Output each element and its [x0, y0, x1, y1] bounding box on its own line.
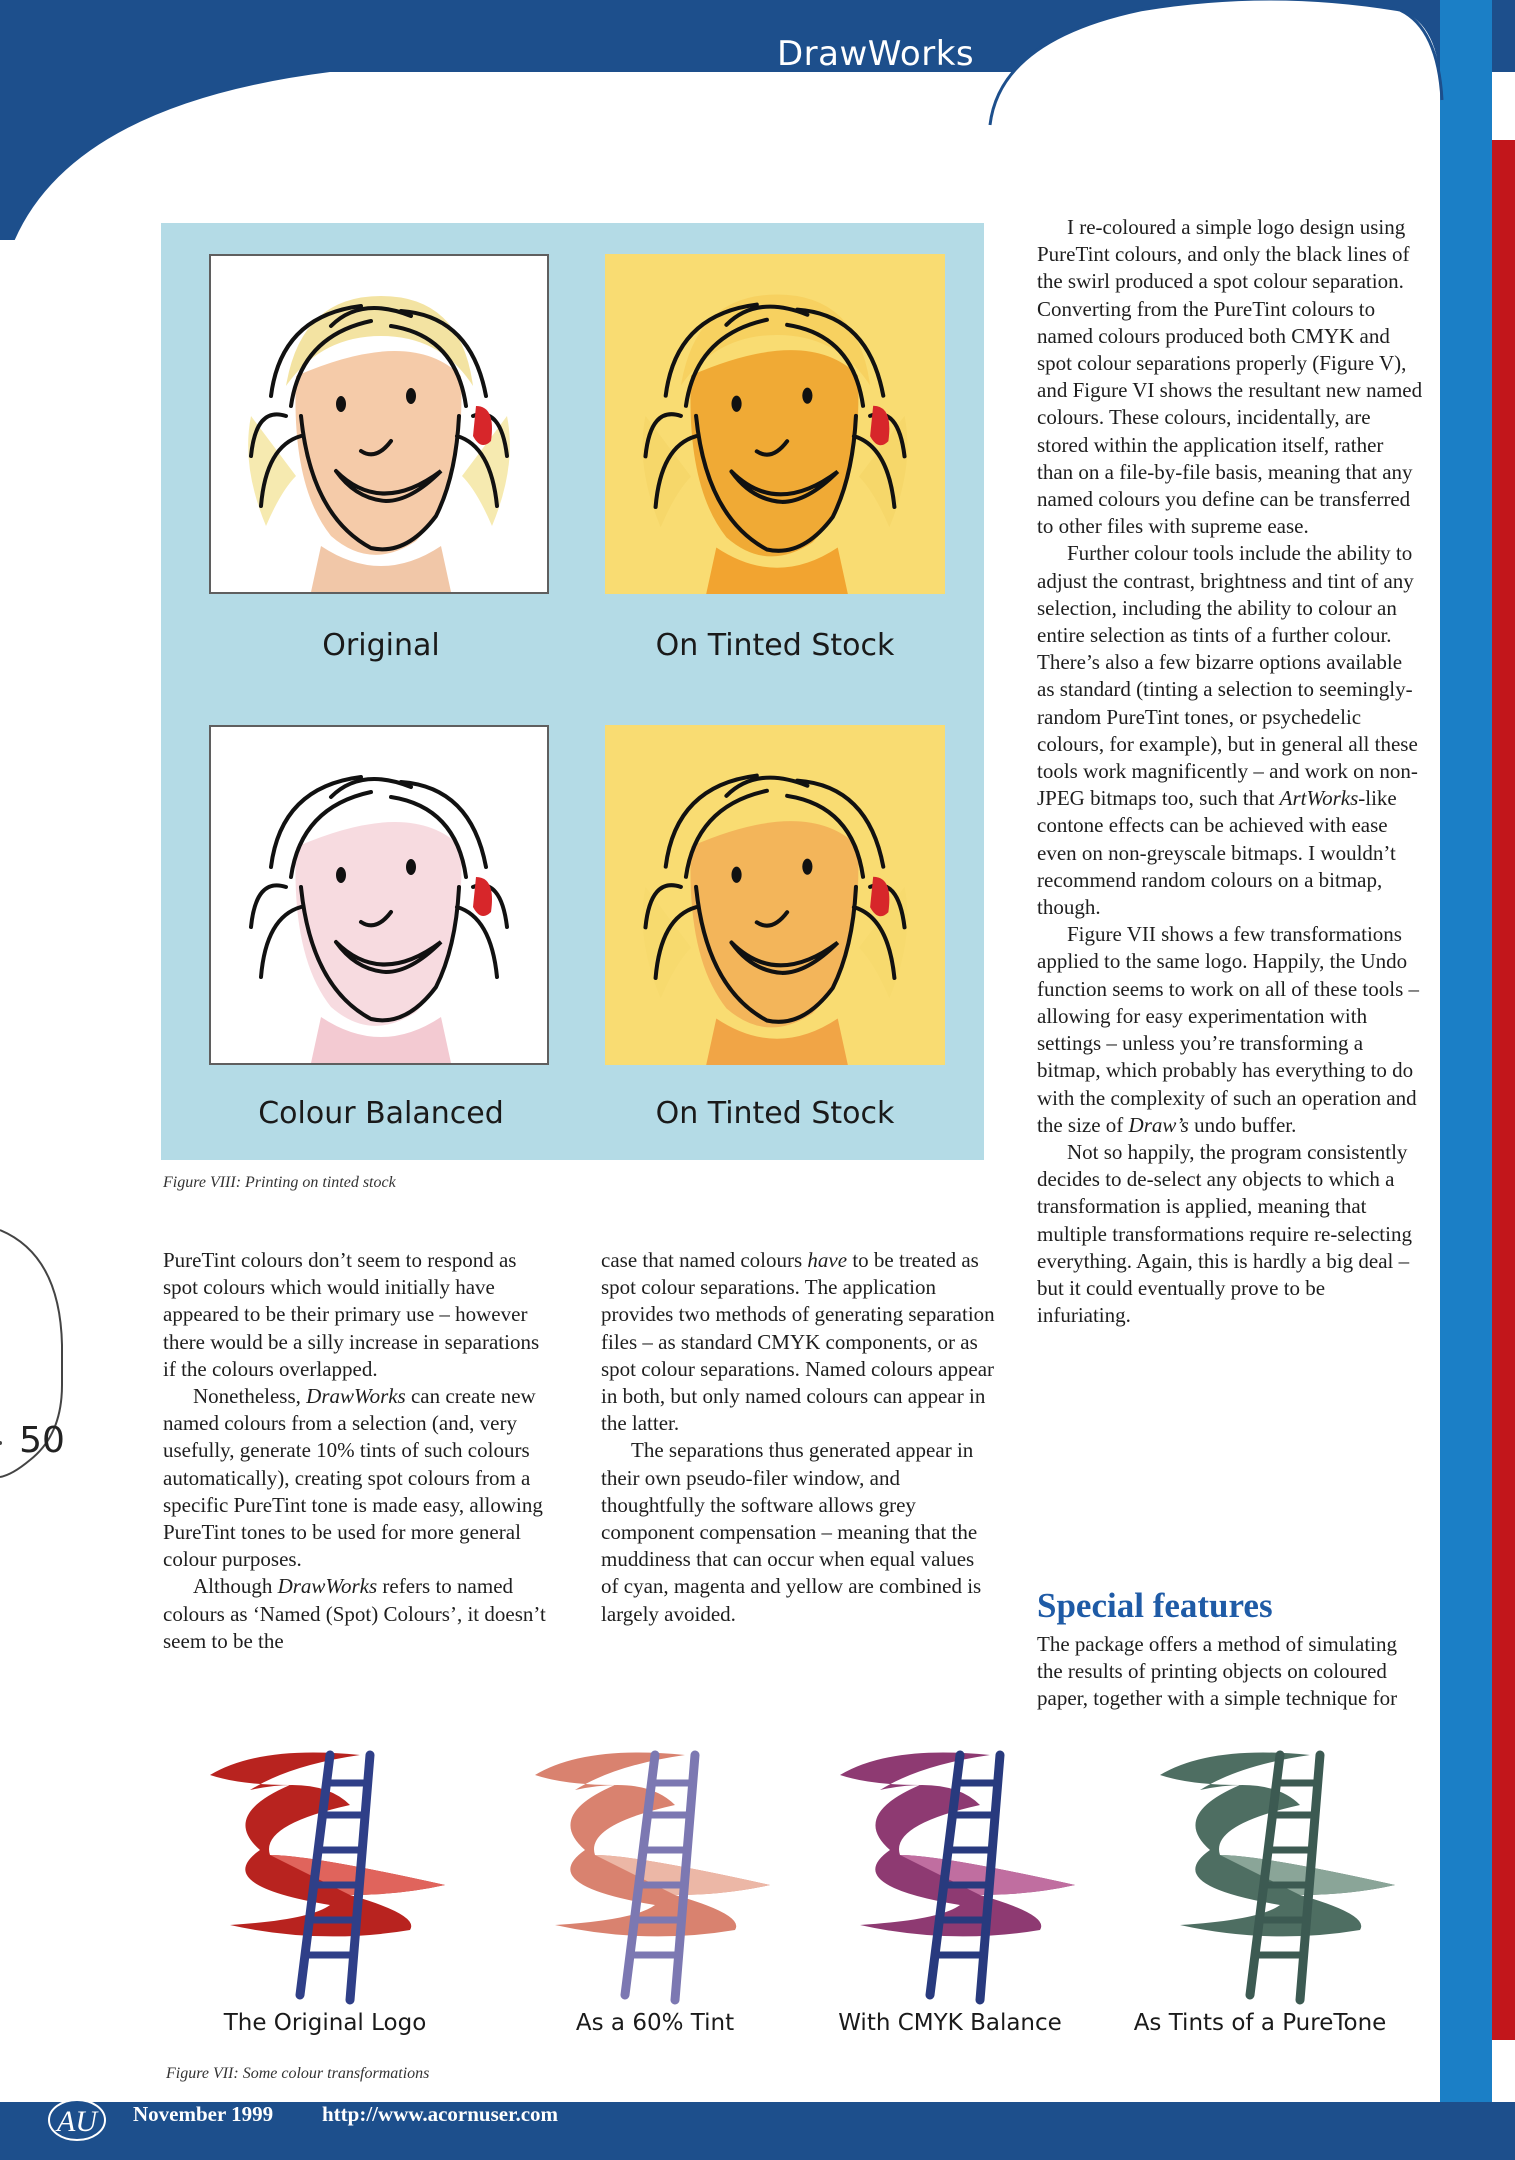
panel-label-colour-balanced: Colour Balanced	[258, 1096, 504, 1131]
header-tab-curve	[0, 0, 1515, 240]
page-number: 50	[19, 1420, 65, 1461]
logo-original	[200, 1745, 450, 2015]
figure-viii-panel	[161, 223, 984, 1160]
paragraph: I re-coloured a simple logo design using PureTint colours, and only the black lines of the swirl produced a spot colour separation. Converting from the PureTint colours to named colours produced both CMYK and spot colour separations properly (Figure V), and Figure VI shows the resultant new named colours. These colours, incidentally, are stored within the application itself, rather than on a file-by-file basis, meaning that any named colours you define can be transferred to other files with supreme ease.	[1037, 215, 1423, 539]
paragraph: Nonetheless, DrawWorks can create new named colours from a selection (and, very usefully, generate 10% tints of such colours automatically), creating spot colours from a specific PureTint tone is made easy, allowing PureTint tones to be used for more general colour purposes.	[163, 1384, 543, 1572]
logo-cmyk-balance	[830, 1745, 1080, 2015]
article-column-2	[601, 1247, 996, 1628]
panel-label-tinted-stock-1: On Tinted Stock	[655, 628, 895, 663]
face-tinted-stock-2	[605, 725, 945, 1065]
logo-label-original: The Original Logo	[223, 2010, 427, 2036]
paragraph: The separations thus generated appear in their own pseudo-filer window, and thoughtfully the software allows grey component compensation – meaning that the muddiness that can occur when equal values of cyan, magenta and yellow are combined is largely avoided.	[601, 1438, 982, 1626]
section-heading-special-features: Special features	[1037, 1586, 1273, 1625]
logo-label-cmyk-balance: With CMYK Balance	[838, 2010, 1062, 2036]
acorn-user-logo	[46, 2094, 108, 2142]
article-column-3-continued	[1037, 1631, 1423, 1713]
paragraph: Although DrawWorks refers to named colours as ‘Named (Spot) Colours’, it doesn’t seem to be the	[163, 1574, 546, 1653]
paragraph: Figure VII shows a few transformations applied to the same logo. Happily, the Undo function seems to work on all of these tools – allowing for easy experimentation with settings – unless you’re transforming a bitmap, which probably has everything to do with the complexity of such an operation and the size of Draw’s undo buffer.	[1037, 922, 1420, 1137]
section-title: DrawWorks	[777, 34, 975, 74]
logo-puretone-tints	[1150, 1745, 1400, 2015]
edge-strip-red	[1492, 140, 1515, 2040]
face-original	[209, 254, 549, 594]
figure-vii-caption: Figure VII: Some colour transformations	[166, 2065, 430, 2082]
paragraph: Not so happily, the program consistently decides to de-select any objects to which a transformation is applied, meaning that multiple transformations require re-selecting everything. Again, this is hardly a big deal – but it could eventually prove to be infuriating.	[1037, 1139, 1412, 1328]
panel-label-original: Original	[322, 628, 440, 663]
footer-url[interactable]: http://www.acornuser.com	[322, 2102, 559, 2126]
logo-60-tint	[525, 1745, 775, 2015]
paragraph: Further colour tools include the ability to adjust the contrast, brightness and tint of any selection, including the ability to colour an entire selection as tints of a further colour. There’s also a few bizarre options available as standard (tinting a selection to seemingly-random PureTint tones, or psychedelic colours, for example), but in general all these tools work magnificently – and work on non-JPEG bitmaps too, such that ArtWorks-like contone effects can be achieved with ease even on non-greyscale bitmaps. I wouldn’t recommend random colours on a bitmap, though.	[1037, 541, 1418, 920]
face-colour-balanced	[209, 725, 549, 1065]
figure-viii-caption: Figure VIII: Printing on tinted stock	[163, 1174, 396, 1191]
paragraph: PureTint colours don’t seem to respond as spot colours which would initially have appeared to be their primary use – however there would be a silly increase in separations if the colours overlapped.	[163, 1248, 540, 1381]
article-column-3	[1037, 214, 1423, 1329]
face-tinted-stock-1	[605, 254, 945, 594]
paragraph: case that named colours have to be treated as spot colour separations. The application provides two methods of generating separation files – as standard CMYK components, or as spot colour separations. Named colours appear in both, but only named colours can appear in the latter.	[601, 1248, 995, 1436]
panel-label-tinted-stock-2: On Tinted Stock	[655, 1096, 895, 1131]
footer-date: November 1999	[133, 2102, 274, 2126]
paragraph: The package offers a method of simulating the results of printing objects on coloured paper, together with a simple technique for	[1037, 1632, 1398, 1711]
logo-label-60-tint: As a 60% Tint	[575, 2010, 735, 2036]
article-column-1	[163, 1247, 555, 1655]
acorn-user-logo-text: AU	[57, 2105, 97, 2138]
logo-label-puretone-tints: As Tints of a PureTone	[1133, 2010, 1387, 2036]
edge-strip-cyan	[1440, 0, 1492, 2160]
